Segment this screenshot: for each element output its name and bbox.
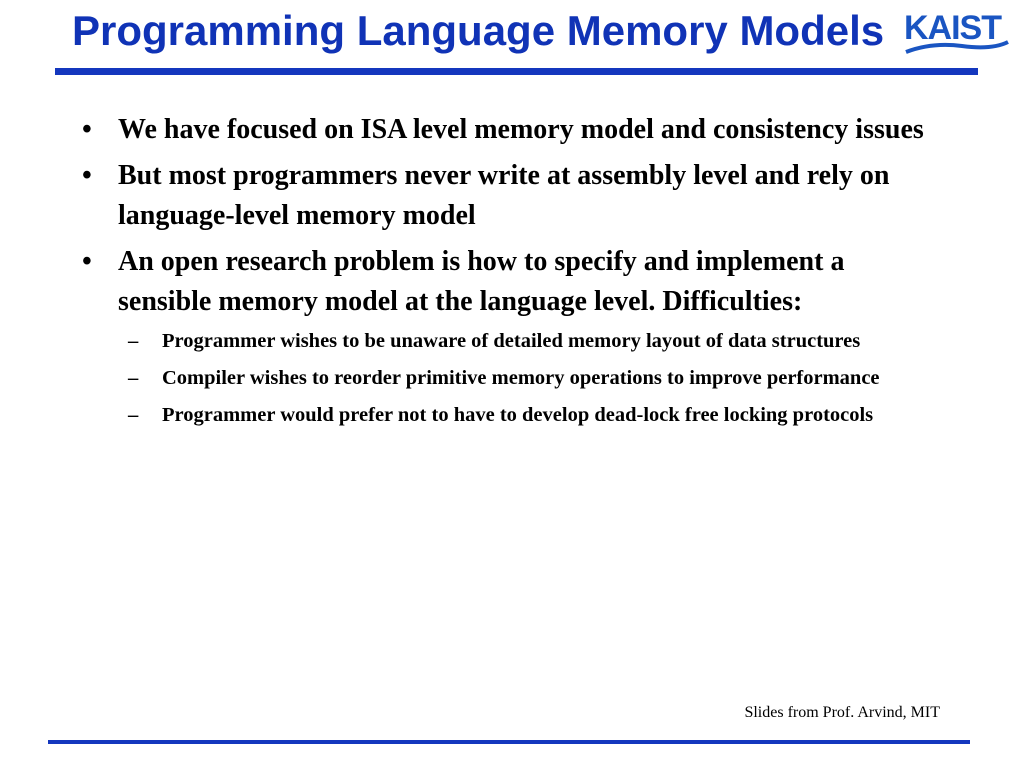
sub-bullet-text: Compiler wishes to reorder primitive memory operations to improve performance (162, 367, 880, 389)
source-note: Slides from Prof. Arvind, MIT (744, 704, 940, 721)
sub-bullet-item (118, 326, 938, 357)
bullet-item (78, 242, 938, 431)
bullet-marker: • (82, 246, 92, 277)
logo-wordmark: KAIST (904, 9, 1001, 47)
bullet-text: But most programmers never write at assembly level and rely on language-level memory model (118, 160, 890, 231)
sub-bullet-list (118, 326, 938, 431)
bottom-rule (48, 740, 970, 744)
bullet-text: An open research problem is how to specify and implement a sensible memory model at the language level. Difficulties: (118, 246, 845, 317)
slide-content (78, 110, 938, 437)
bullet-list (78, 110, 938, 431)
slide-title: Programming Language Memory Models (72, 7, 885, 54)
bullet-marker: • (82, 114, 92, 145)
sub-bullet-text: Programmer wishes to be unaware of detailed memory layout of data structures (162, 330, 861, 352)
sub-bullet-marker: – (128, 330, 139, 352)
bullet-item (78, 110, 938, 150)
bullet-text: We have focused on ISA level memory model and consistency issues (118, 114, 924, 145)
sub-bullet-text: Programmer would prefer not to have to develop dead-lock free locking protocols (162, 404, 874, 426)
sub-bullet-item (118, 400, 938, 431)
sub-bullet-marker: – (128, 367, 139, 389)
sub-bullet-marker: – (128, 404, 139, 426)
kaist-logo (902, 6, 1012, 64)
top-rule (55, 68, 978, 75)
bullet-item (78, 156, 938, 236)
bullet-marker: • (82, 160, 92, 191)
sub-bullet-item (118, 363, 938, 394)
